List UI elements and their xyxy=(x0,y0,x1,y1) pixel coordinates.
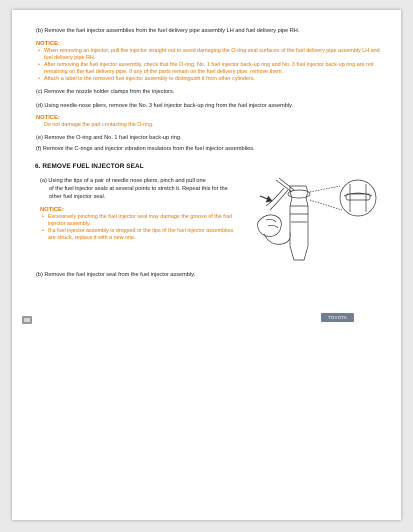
notice-label: NOTICE: xyxy=(36,115,60,122)
notice-item: • After removing the fuel injector assembly, check that the O-ring, No. 1 fuel injector back-up ring and No. 3 fuel injector back-up ring are not remaining on the fuel delivery pipe. If any of the parts remain on the fuel delivery pipe, remove them. xyxy=(36,62,381,76)
toyota-logo-badge: TOYOTA xyxy=(321,313,354,322)
notice-label: NOTICE: xyxy=(36,40,60,47)
fuel-injector-seal-illustration xyxy=(246,176,386,268)
step-f-remove-c-rings: (f) Remove the C-rings and injector vibration insulators from the fuel injector assemblies. xyxy=(36,145,255,152)
notice-text: Do not damage the part contacting the O-ring. xyxy=(44,122,154,129)
step-a-continued: of the fuel injector seals at several points to stretch it. Repeat this for the other fuel injector seal. xyxy=(49,186,228,201)
step-a-pinch-seal: (a) Using the tips of a pair of needle nose pliers, pinch and pull one xyxy=(40,178,206,185)
print-icon[interactable] xyxy=(22,316,32,324)
step-c-remove-clamps: (c) Remove the nozzle holder clamps from the injectors. xyxy=(36,89,175,96)
step-d-remove-backup-ring: (d) Using needle-nose pliers, remove the No. 3 fuel injector back-up ring from the fuel injector assembly. xyxy=(36,102,294,109)
notice-item: • Excessively pinching the fuel injector seal may damage the groove of the fuel injector assembly. xyxy=(40,214,240,228)
notice-label: NOTICE: xyxy=(40,206,64,213)
step-b-remove-injectors: (b) Remove the fuel injector assemblies from the fuel delivery pipe assembly LH and fuel delivery pipe RH. xyxy=(36,28,300,34)
section-6-text xyxy=(40,178,240,242)
notice-item: • When removing an injector, pull the injector straight out to avoid damaging the O-ring seal surfaces of the fuel delivery pipe assembly LH and fuel delivery pipe RH. xyxy=(36,48,381,62)
step-b-remove-seal: (b) Remove the fuel injector seal from the fuel injector assembly. xyxy=(36,272,196,279)
notice-item: • Attach a label to the removed fuel injector assembly to distinguish it from other cylinders. xyxy=(36,76,381,83)
step-e-remove-o-ring: (e) Remove the O-ring and No. 1 fuel injector back-up ring. xyxy=(36,135,182,142)
notice-list xyxy=(36,48,381,84)
document-page xyxy=(12,10,401,520)
section-6-body xyxy=(36,178,381,270)
document-content xyxy=(36,28,381,280)
notice-list xyxy=(40,214,240,243)
notice-item: • If a fuel injector assembly is dropped or the tips of the fuel injector assemblies are struck, replace it with a new one. xyxy=(40,228,240,242)
section-title: 6. REMOVE FUEL INJECTOR SEAL xyxy=(35,163,144,171)
